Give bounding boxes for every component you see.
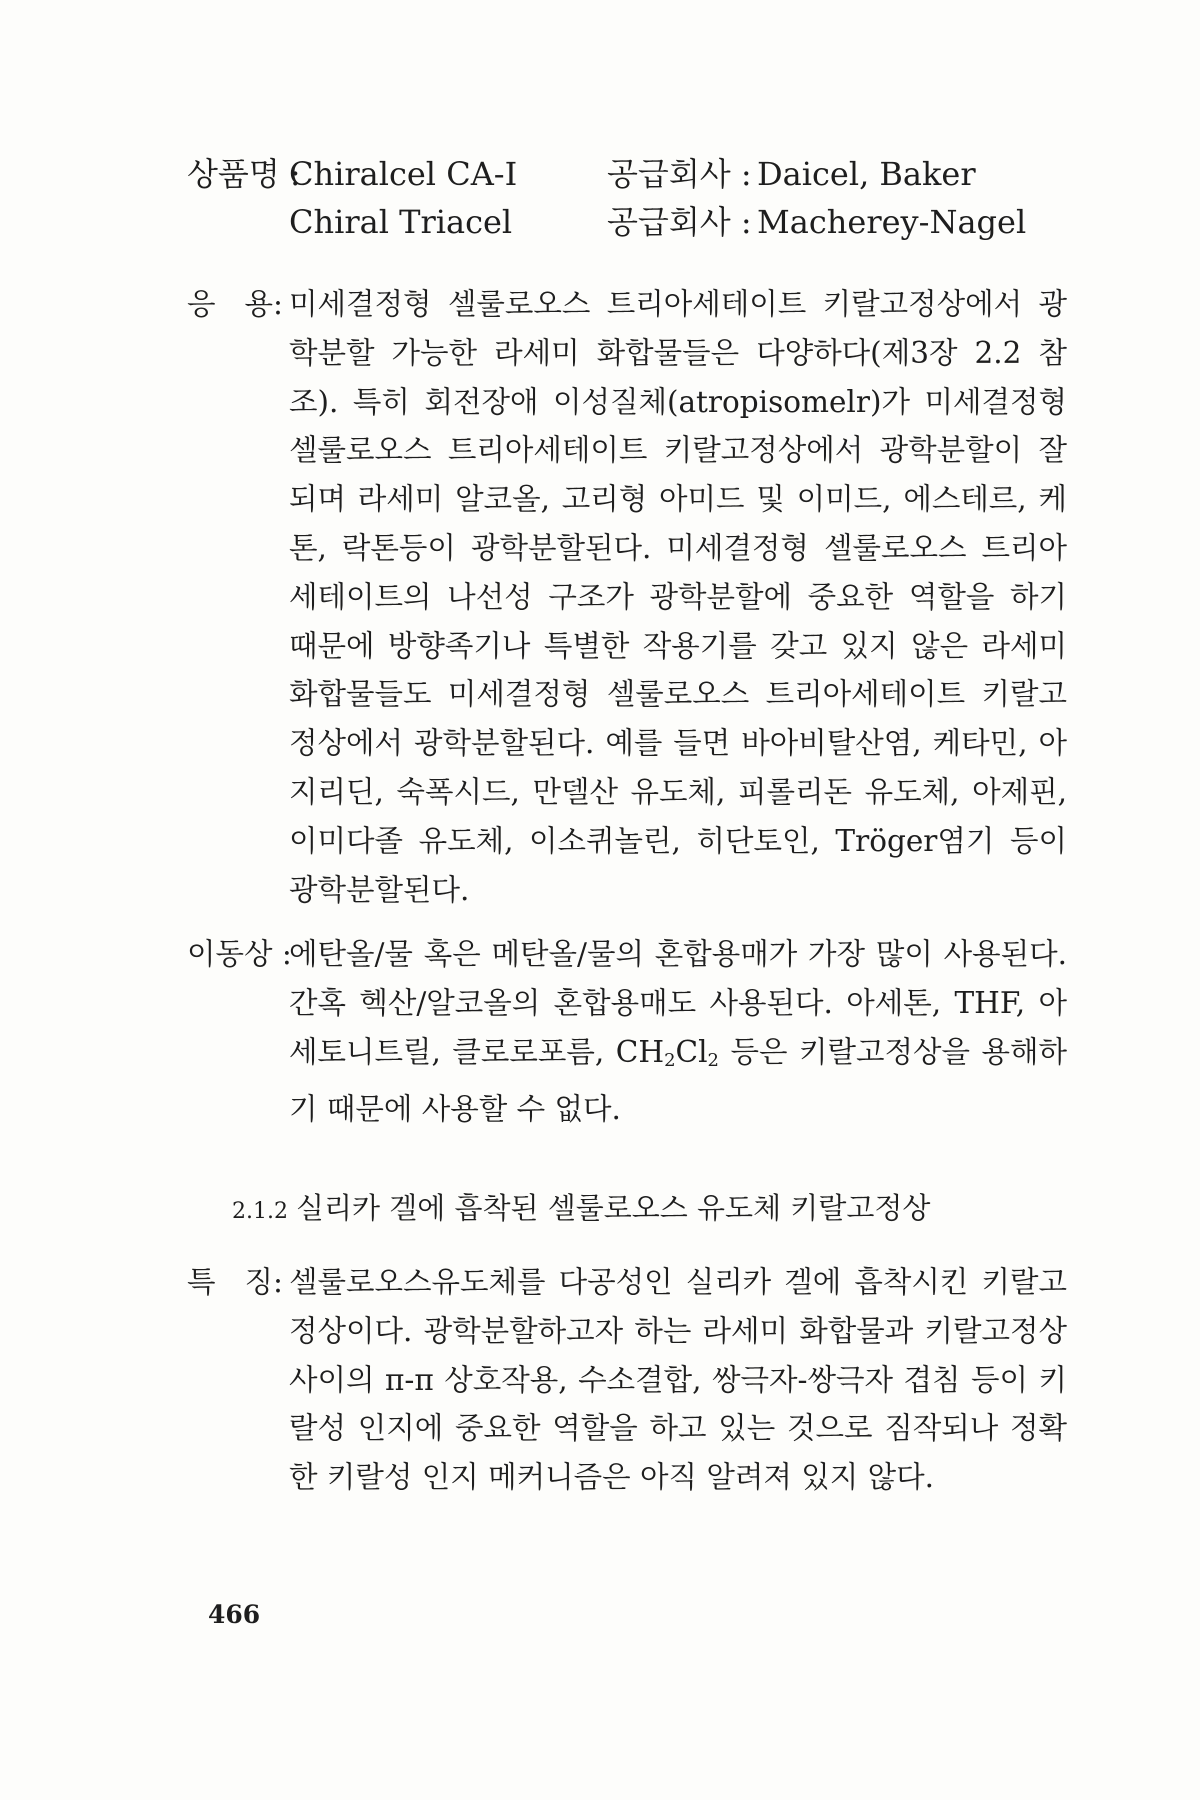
- application-colon: :: [273, 287, 283, 321]
- application-label: 응 용: [187, 287, 273, 321]
- application-entry: [187, 280, 1067, 914]
- mobile-phase-entry: [187, 930, 1067, 1134]
- mobile-phase-text-part: 에탄올/물 혹은 메탄올/물의 혼합용매가 가장 많이 사용된다. 간혹 헥산/알코올의 혼합용매도 사용된다. 아세톤, THF, 아세토니트릴, 클로로포름, CH: [289, 937, 1067, 1069]
- features-entry: [187, 1258, 1067, 1502]
- product-name: Chiral Triacel: [289, 203, 513, 241]
- mobile-phase-label: 이동상 :: [187, 937, 292, 971]
- supplier-label: 공급회사 :: [607, 203, 752, 241]
- section-title: 실리카 겔에 흡착된 셀룰로오스 유도체 키랄고정상: [295, 1191, 931, 1225]
- features-colon: :: [273, 1265, 283, 1299]
- product-label: 상품명 :: [187, 155, 301, 193]
- supplier-label: 공급회사 :: [607, 155, 752, 193]
- application-label-cell: [187, 280, 289, 914]
- product-row: [187, 198, 1026, 246]
- subscript: 2: [664, 1049, 676, 1071]
- supplier-name: Macherey-Nagel: [757, 203, 1027, 241]
- product-label: [187, 198, 289, 246]
- subscript: 2: [707, 1049, 719, 1071]
- supplier-name: Daicel, Baker: [757, 155, 976, 193]
- features-text: 셀룰로오스유도체를 다공성인 실리카 겔에 흡착시킨 키랄고정상이다. 광학분할하고자 하는 라세미 화합물과 키랄고정상 사이의 π-π 상호작용, 수소결합, 쌍극자-쌍극자 겹침 등이 키랄성 인지에 중요한 역할을 하고 있는 것으로 짐작되나 정확한 키랄성 인지 메커니즘은 아직 알려져 있지 않다.: [289, 1265, 1067, 1495]
- mobile-phase-text: [289, 930, 1067, 1134]
- application-text: 미세결정형 셀룰로오스 트리아세테이트 키랄고정상에서 광학분할 가능한 라세미 화합물들은 다양하다(제3장 2.2 참조). 특히 회전장애 이성질체(atropisomelr)가 미세결정형 셀룰로오스 트리아세테이트 키랄고정상에서 광학분할이 잘되며 라세미 알코올, 고리형 아미드 및 이미드, 에스테르, 케톤, 락톤등이 광학분할된다. 미세결정형 셀룰로오스 트리아세테이트의 나선성 구조가 광학분할에 중요한 역할을 하기 때문에 방향족기나 특별한 작용기를 갖고 있지 않은 라세미 화합물들도 미세결정형 셀룰로오스 트리아세테이트 키랄고정상에서 광학분할된다. 예를 들면 바아비탈산염, 케타민, 아지리딘, 숙폭시드, 만델산 유도체, 피롤리돈 유도체, 아제핀, 이미다졸 유도체, 이소퀴놀린, 히단토인, Tröger염기 등이 광학분할된다.: [289, 287, 1067, 907]
- mobile-phase-text-part: Cl: [675, 1034, 708, 1069]
- product-name: Chiralcel CA-Ⅰ: [289, 155, 518, 193]
- page-number: 466: [208, 1600, 261, 1629]
- mobile-phase-text-part: 등은 키랄고정상을 용해하기 때문에 사용할 수 없다.: [289, 1034, 1067, 1127]
- product-list: [187, 150, 1026, 246]
- product-row: [187, 150, 1026, 198]
- section-heading: [232, 1186, 930, 1227]
- features-label: 특 징: [187, 1265, 273, 1299]
- section-number: 2.1.2: [232, 1199, 288, 1224]
- features-label-cell: [187, 1258, 289, 1502]
